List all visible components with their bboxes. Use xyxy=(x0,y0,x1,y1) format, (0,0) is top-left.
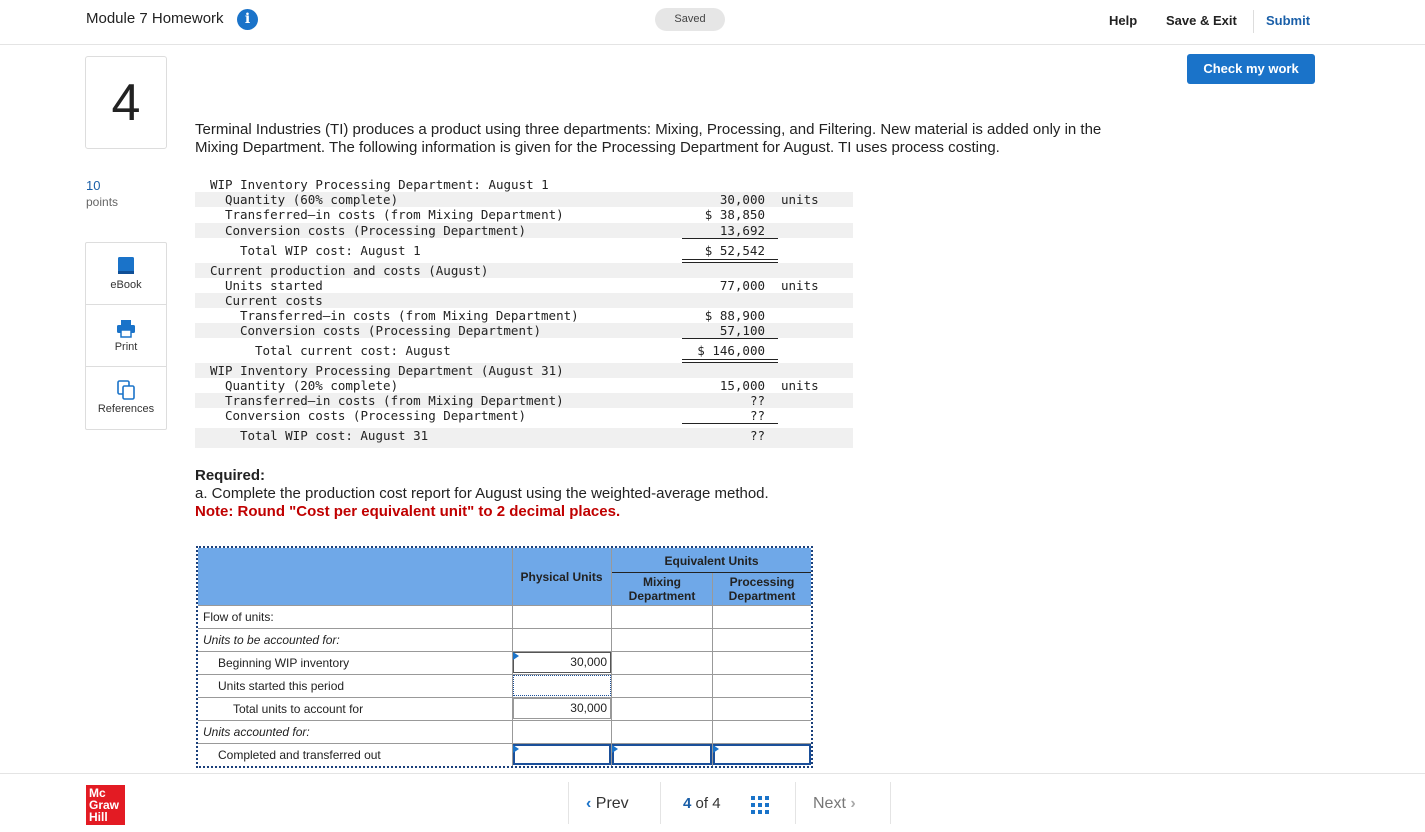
data-row: WIP Inventory Processing Department: August 1 xyxy=(210,177,549,192)
info-icon[interactable]: i xyxy=(237,9,258,30)
report-row-label: Completed and transferred out xyxy=(218,748,381,762)
data-row: Total current cost: August $ 146,000 xyxy=(255,343,765,358)
chevron-left-icon: ‹ xyxy=(586,795,592,812)
required-heading: Required: xyxy=(195,467,266,484)
data-row: Conversion costs (Processing Department) 13,692 xyxy=(195,223,853,238)
report-row-label: Units started this period xyxy=(218,679,345,693)
nav-divider xyxy=(890,782,891,824)
data-row: Quantity (60% complete) 30,000 units xyxy=(195,192,853,207)
data-row: Conversion costs (Processing Department) 57,100 xyxy=(195,323,853,338)
printer-icon xyxy=(117,318,135,338)
page-current: 4 xyxy=(683,795,692,812)
mcgraw-hill-logo xyxy=(86,785,125,825)
next-button[interactable] xyxy=(813,795,856,813)
answer-flag-icon xyxy=(513,745,519,753)
save-exit-link[interactable]: Save & Exit xyxy=(1166,13,1237,28)
answer-flag-icon xyxy=(713,745,719,753)
points-label: points xyxy=(86,195,119,209)
completed-processing-input[interactable] xyxy=(713,744,811,765)
book-icon xyxy=(117,256,135,276)
production-cost-report xyxy=(196,546,813,768)
prev-label: Prev xyxy=(595,795,629,812)
data-row: Transferred–in costs (from Mixing Department) ?? xyxy=(195,393,853,408)
references-label: References xyxy=(97,403,155,415)
saved-status: Saved xyxy=(655,8,725,31)
logo-line: Hill xyxy=(89,810,108,824)
report-row-label: Units to be accounted for: xyxy=(203,633,340,647)
points-value: 10 xyxy=(86,178,101,193)
ebook-tool[interactable] xyxy=(86,243,166,305)
references-tool[interactable] xyxy=(86,367,166,429)
question-number: 4 xyxy=(85,56,167,149)
required-part-a: a. Complete the production cost report for August using the weighted-average method. xyxy=(195,485,769,502)
data-row: Current production and costs (August) xyxy=(195,263,853,278)
print-tool[interactable] xyxy=(86,305,166,367)
nav-divider xyxy=(660,782,661,824)
submit-link[interactable]: Submit xyxy=(1266,13,1311,28)
module-title: Module 7 Homework xyxy=(86,10,224,27)
data-row: Transferred–in costs (from Mixing Department) $ 38,850 xyxy=(225,207,765,222)
col-header-equivalent-units: Equivalent Units xyxy=(664,554,759,568)
answer-flag-icon xyxy=(513,652,519,660)
prev-button[interactable] xyxy=(586,795,629,813)
subtotal-underline xyxy=(682,338,778,339)
tools-panel xyxy=(85,242,167,430)
nav-divider xyxy=(568,782,569,824)
grid-icon[interactable] xyxy=(751,796,769,814)
col-divider xyxy=(611,548,612,768)
beginning-wip-physical-input[interactable]: 30,000 xyxy=(513,652,611,673)
data-row: Current costs xyxy=(195,293,853,308)
ebook-label: eBook xyxy=(110,279,142,291)
subtotal-underline xyxy=(682,423,778,424)
data-row: Units started 77,000 units xyxy=(225,278,819,293)
report-row-label: Beginning WIP inventory xyxy=(218,656,350,670)
check-my-work-button[interactable]: Check my work xyxy=(1187,54,1315,84)
row-divider xyxy=(198,605,811,606)
required-section xyxy=(195,467,769,521)
header-divider xyxy=(1253,10,1254,33)
data-row: Quantity (20% complete) 15,000 units xyxy=(225,378,819,393)
footer-bar xyxy=(0,773,1425,832)
subtotal-underline xyxy=(682,238,778,239)
equiv-units-underline xyxy=(612,572,811,573)
rounding-note: Note: Round "Cost per equivalent unit" to 2 decimal places. xyxy=(195,503,621,520)
print-label: Print xyxy=(114,341,138,353)
nav-divider xyxy=(795,782,796,824)
data-row: WIP Inventory Processing Department (August 31) xyxy=(195,363,853,378)
page-indicator[interactable] xyxy=(683,795,721,812)
units-started-physical-input[interactable] xyxy=(513,675,611,696)
completed-mixing-input[interactable] xyxy=(612,744,712,765)
data-row: Total WIP cost: August 1 $ 52,542 xyxy=(240,243,765,258)
data-row: Transferred–in costs (from Mixing Department) $ 88,900 xyxy=(240,308,765,323)
col-header-processing: Processing Department xyxy=(728,575,796,603)
chevron-right-icon: › xyxy=(850,795,856,812)
logo-line: Mc xyxy=(89,786,106,800)
report-row-label: Flow of units: xyxy=(203,610,274,624)
page-of: of xyxy=(695,795,709,812)
top-bar xyxy=(0,0,1425,45)
report-row-label: Total units to account for xyxy=(233,702,364,716)
data-row: Total WIP cost: August 31 ?? xyxy=(195,428,853,448)
help-link[interactable]: Help xyxy=(1109,13,1138,28)
completed-physical-input[interactable] xyxy=(513,744,611,765)
next-label: Next xyxy=(813,795,846,812)
page-total: 4 xyxy=(712,795,721,812)
answer-flag-icon xyxy=(612,745,618,753)
col-header-physical-units: Physical Units xyxy=(520,570,603,584)
report-row-label: Units accounted for: xyxy=(203,725,310,739)
col-header-mixing: Mixing Department xyxy=(628,575,696,603)
total-units-physical-value: 30,000 xyxy=(513,698,611,719)
copy-icon xyxy=(117,380,135,400)
question-text: Terminal Industries (TI) produces a product using three departments: Mixing, Processing, and Filtering. New material is added only in the Mixing Department. The following information is given for the Processing Department for August. TI uses process costing. xyxy=(195,121,1102,156)
logo-line: Graw xyxy=(89,798,120,812)
data-row: Conversion costs (Processing Department) ?? xyxy=(225,408,765,423)
